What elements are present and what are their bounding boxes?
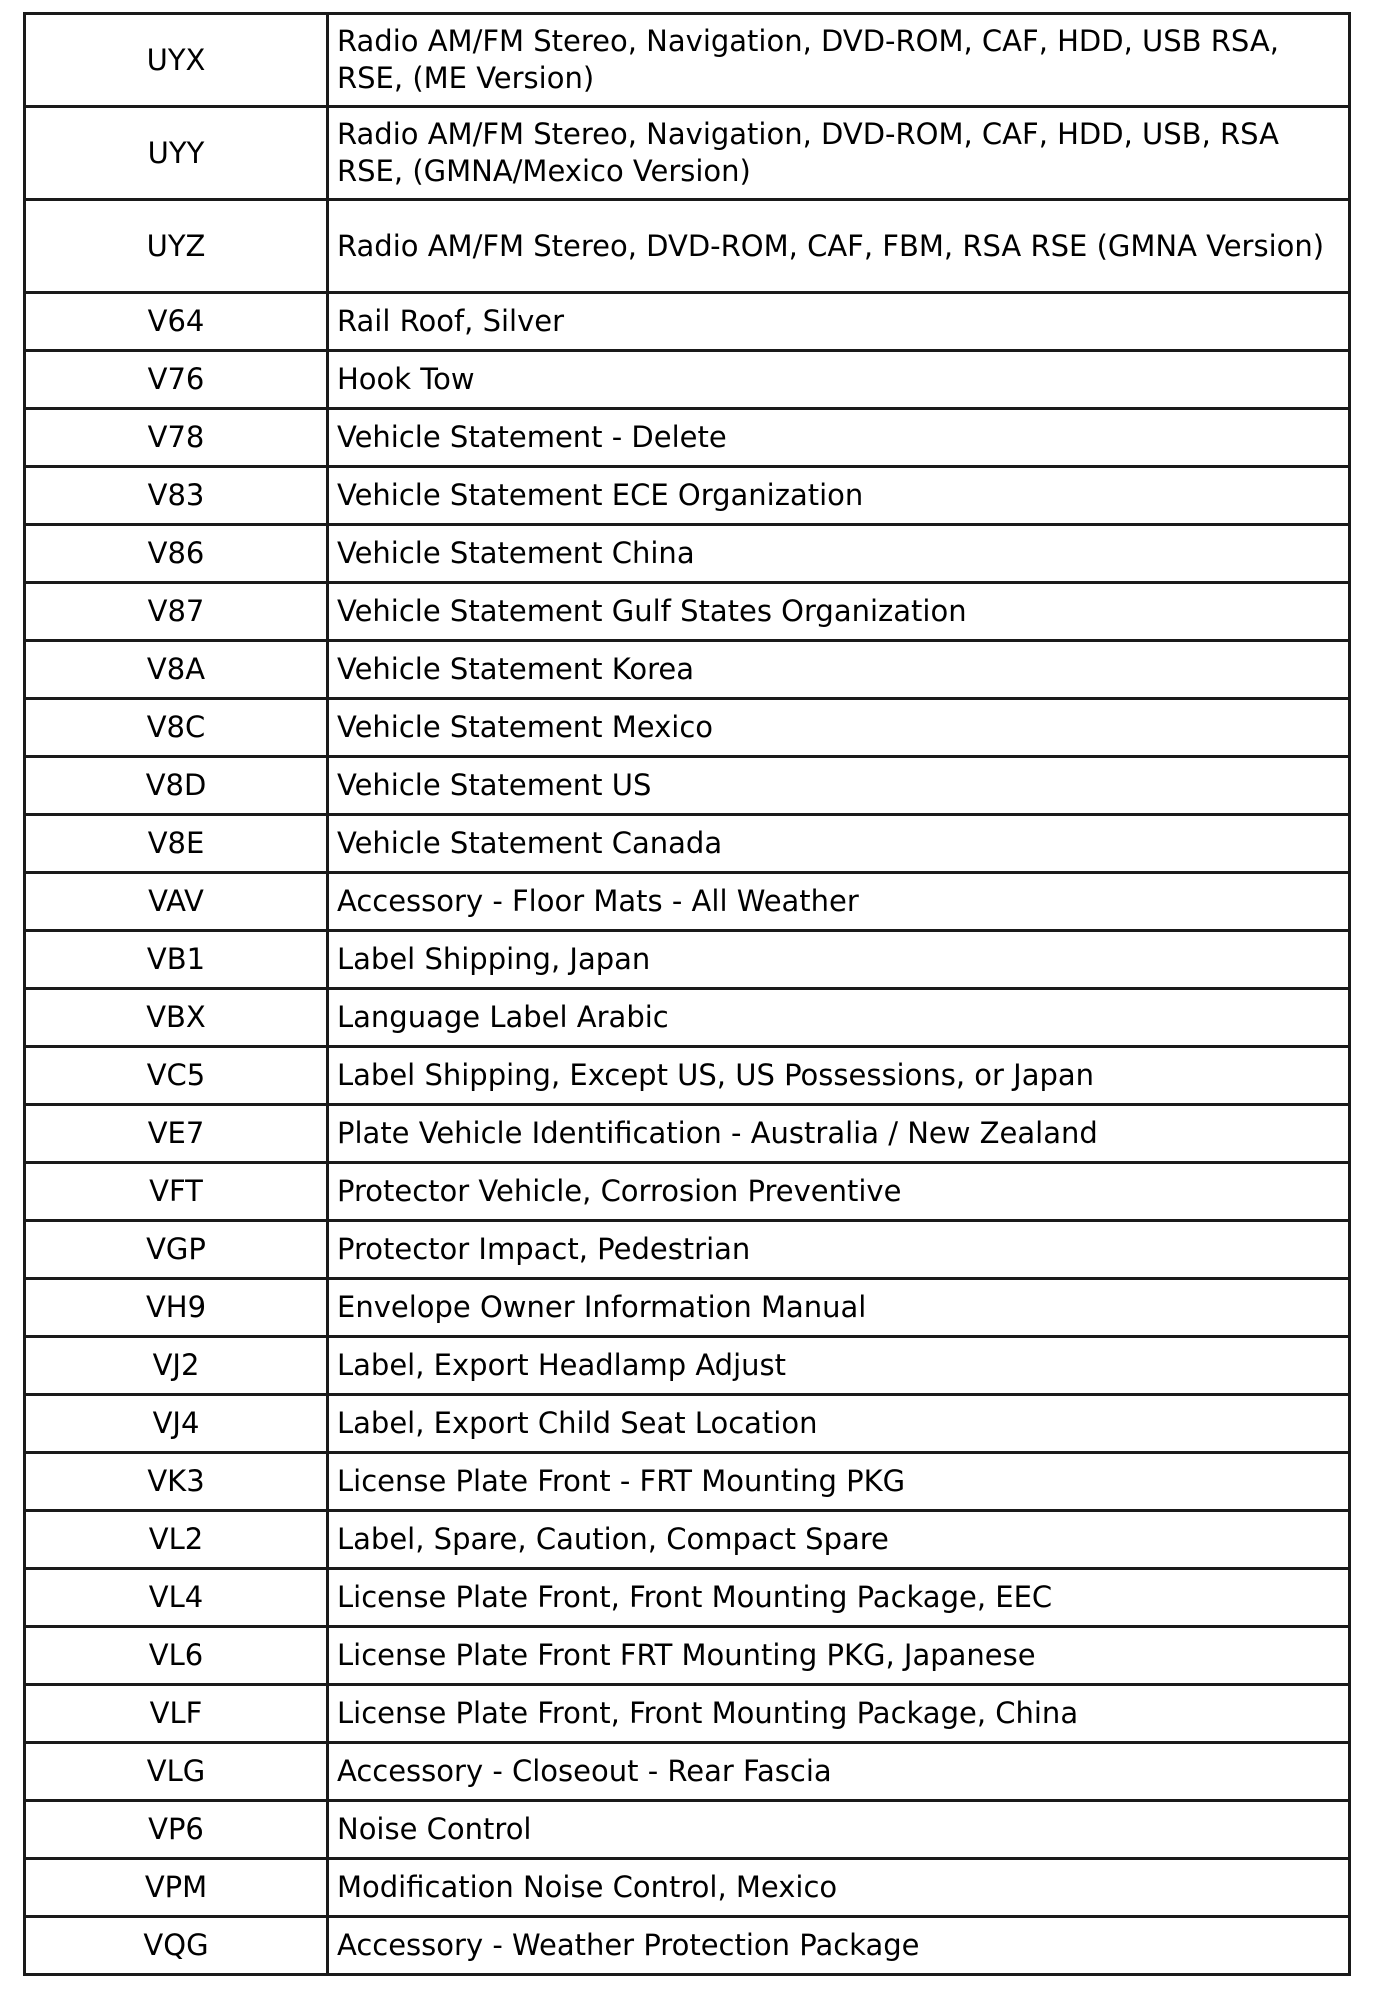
option-description-cell: Label, Export Child Seat Location [328,1395,1350,1453]
option-code-cell: V8A [25,641,328,699]
option-code-cell: VB1 [25,931,328,989]
option-description-cell: Modification Noise Control, Mexico [328,1859,1350,1917]
table-row [25,1743,1350,1801]
table-row [25,1685,1350,1743]
table-row [25,757,1350,815]
option-code-cell: V78 [25,409,328,467]
option-description-cell: Label, Export Headlamp Adjust [328,1337,1350,1395]
table-row [25,873,1350,931]
table-row [25,815,1350,873]
option-code-cell: VPM [25,1859,328,1917]
option-code-cell: V64 [25,293,328,351]
option-description-cell: Rail Roof, Silver [328,293,1350,351]
table-row [25,1337,1350,1395]
option-description-cell: Vehicle Statement ECE Organization [328,467,1350,525]
table-row [25,1859,1350,1917]
option-code-cell: VLF [25,1685,328,1743]
option-description-cell: License Plate Front, Front Mounting Package, China [328,1685,1350,1743]
table-row [25,699,1350,757]
option-code-cell: V8D [25,757,328,815]
option-description-cell: Vehicle Statement Canada [328,815,1350,873]
table-row [25,1627,1350,1685]
option-description-cell: Protector Vehicle, Corrosion Preventive [328,1163,1350,1221]
option-description-cell: Plate Vehicle Identification - Australia / New Zealand [328,1105,1350,1163]
table-row [25,1105,1350,1163]
table-row [25,1163,1350,1221]
option-code-cell: V87 [25,583,328,641]
table-row [25,409,1350,467]
table-row [25,1395,1350,1453]
option-description-cell: Label, Spare, Caution, Compact Spare [328,1511,1350,1569]
option-code-cell: V8C [25,699,328,757]
option-code-cell: VC5 [25,1047,328,1105]
table-row [25,1801,1350,1859]
option-description-cell: Label Shipping, Japan [328,931,1350,989]
option-description-cell: Label Shipping, Except US, US Possessions, or Japan [328,1047,1350,1105]
option-code-cell: VGP [25,1221,328,1279]
table-row [25,351,1350,409]
option-code-cell: VP6 [25,1801,328,1859]
option-description-cell: Accessory - Floor Mats - All Weather [328,873,1350,931]
option-code-cell: VLG [25,1743,328,1801]
option-description-cell: Vehicle Statement Mexico [328,699,1350,757]
option-code-cell: VE7 [25,1105,328,1163]
table-row [25,200,1350,293]
option-description-cell: License Plate Front - FRT Mounting PKG [328,1453,1350,1511]
table-row [25,1569,1350,1627]
option-description-cell: Accessory - Closeout - Rear Fascia [328,1743,1350,1801]
table-row [25,989,1350,1047]
option-code-cell: VL2 [25,1511,328,1569]
option-description-cell: License Plate Front, Front Mounting Package, EEC [328,1569,1350,1627]
option-description-cell: Vehicle Statement US [328,757,1350,815]
option-description-cell: Vehicle Statement Korea [328,641,1350,699]
table-row [25,293,1350,351]
table-row [25,525,1350,583]
table-row [25,1221,1350,1279]
option-description-cell: Vehicle Statement - Delete [328,409,1350,467]
option-description-cell: Vehicle Statement China [328,525,1350,583]
option-description-cell: Language Label Arabic [328,989,1350,1047]
option-code-cell: UYY [25,107,328,200]
table-row [25,641,1350,699]
table-row [25,1279,1350,1337]
table-row [25,1453,1350,1511]
option-description-cell: Radio AM/FM Stereo, Navigation, DVD-ROM, CAF, HDD, USB, RSA RSE, (GMNA/Mexico Version) [328,107,1350,200]
table-row [25,583,1350,641]
option-code-cell: VFT [25,1163,328,1221]
option-description-cell: Noise Control [328,1801,1350,1859]
option-description-cell: Hook Tow [328,351,1350,409]
table-row [25,931,1350,989]
option-code-cell: V76 [25,351,328,409]
table-row [25,14,1350,107]
option-description-cell: Radio AM/FM Stereo, Navigation, DVD-ROM, CAF, HDD, USB RSA, RSE, (ME Version) [328,14,1350,107]
option-code-cell: UYZ [25,200,328,293]
option-code-cell: VL4 [25,1569,328,1627]
option-description-cell: Accessory - Weather Protection Package [328,1917,1350,1975]
option-code-cell: VQG [25,1917,328,1975]
option-code-cell: VJ4 [25,1395,328,1453]
option-description-cell: License Plate Front FRT Mounting PKG, Japanese [328,1627,1350,1685]
option-code-cell: UYX [25,14,328,107]
table-row [25,107,1350,200]
option-code-cell: VJ2 [25,1337,328,1395]
option-code-table [23,12,1351,1976]
option-code-cell: V83 [25,467,328,525]
table-row [25,467,1350,525]
option-code-cell: VL6 [25,1627,328,1685]
option-description-cell: Vehicle Statement Gulf States Organization [328,583,1350,641]
table-row [25,1047,1350,1105]
option-description-cell: Protector Impact, Pedestrian [328,1221,1350,1279]
table-row [25,1511,1350,1569]
option-code-cell: VK3 [25,1453,328,1511]
option-code-cell: VAV [25,873,328,931]
option-code-cell: VBX [25,989,328,1047]
option-code-cell: VH9 [25,1279,328,1337]
option-description-cell: Envelope Owner Information Manual [328,1279,1350,1337]
option-description-cell: Radio AM/FM Stereo, DVD-ROM, CAF, FBM, RSA RSE (GMNA Version) [328,200,1350,293]
option-code-table-body [25,14,1350,1975]
option-code-cell: V8E [25,815,328,873]
option-code-cell: V86 [25,525,328,583]
table-row [25,1917,1350,1975]
